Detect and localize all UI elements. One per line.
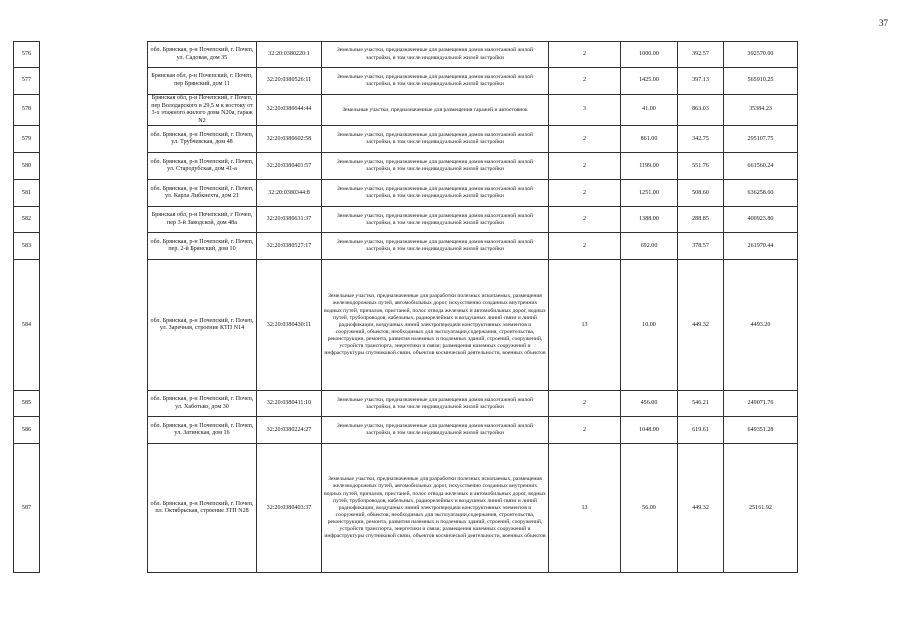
land-use-cell: Земельные участки, предназначенные для размещения гаражей и автостоянок [322,95,549,126]
table-row [14,260,798,391]
land-use-cell: Земельные участки, предназначенные для размещения домов малоэтажной жилой застройки, в том числе индивидуальной жилой застройки [322,233,549,260]
area-cell: 456.00 [621,391,678,417]
cadastral-value-cell: 400923.80 [724,207,798,233]
blank-column [40,391,148,417]
category-cell: 2 [549,207,621,233]
row-number: 583 [14,233,40,260]
area-cell: 1251.00 [621,180,678,207]
row-number: 587 [14,444,40,573]
address-cell: обл. Брянская, р-н Почепский, г. Почеп, ул. Заречная, строение КТП N14 [148,260,257,391]
row-number: 584 [14,260,40,391]
blank-column [40,233,148,260]
category-cell: 13 [549,444,621,573]
cadastral-number-cell: 32:20:0380411:10 [257,391,322,417]
cadastral-number-cell: 32:20:0380527:17 [257,233,322,260]
blank-column [40,444,148,573]
row-number: 576 [14,42,40,68]
category-cell: 3 [549,95,621,126]
cadastral-number-cell: 32:20:0380224:27 [257,417,322,444]
category-cell: 2 [549,180,621,207]
row-number: 585 [14,391,40,417]
cadastral-value-cell: 4493.20 [724,260,798,391]
rate-cell: 378.57 [678,233,724,260]
cadastral-number-cell: 32:20:0380401:57 [257,153,322,180]
cadastral-number-cell: 32:20:0380403:37 [257,444,322,573]
table-row [14,42,798,68]
rate-cell: 342.75 [678,126,724,153]
category-cell: 2 [549,233,621,260]
cadastral-value-cell: 35384.23 [724,95,798,126]
blank-column [40,153,148,180]
area-cell: 1000.00 [621,42,678,68]
row-number: 586 [14,417,40,444]
rate-cell: 551.76 [678,153,724,180]
area-cell: 1048.00 [621,417,678,444]
table-row [14,153,798,180]
blank-column [40,126,148,153]
land-use-cell: Земельные участки, предназначенные для размещения домов малоэтажной жилой застройки, в том числе индивидуальной жилой застройки [322,180,549,207]
table-row [14,444,798,573]
cadastral-number-cell: 32:20:0380644:44 [257,95,322,126]
address-cell: обл. Брянская, р-н Почепский, г. Почеп, ул. Карла Либкнехта, дом 21 [148,180,257,207]
row-number: 579 [14,126,40,153]
blank-column [40,207,148,233]
category-cell: 2 [549,68,621,95]
land-use-cell: Земельные участки, предназначенные для размещения домов малоэтажной жилой застройки, в том числе индивидуальной жилой застройки [322,207,549,233]
cadastral-value-cell: 25161.92 [724,444,798,573]
cadastral-number-cell: 32:20:0380526:11 [257,68,322,95]
blank-column [40,180,148,207]
address-cell: обл. Брянская, р-н Почепский, г. Почеп, ул. Садовая, дом 35 [148,42,257,68]
rate-cell: 863.03 [678,95,724,126]
row-number: 581 [14,180,40,207]
area-cell: 861.00 [621,126,678,153]
cadastral-value-cell: 636258.60 [724,180,798,207]
cadastral-value-cell: 295107.75 [724,126,798,153]
area-cell: 41.00 [621,95,678,126]
category-cell: 2 [549,153,621,180]
blank-column [40,68,148,95]
rate-cell: 449.32 [678,260,724,391]
row-number: 578 [14,95,40,126]
cadastral-value-cell: 565910.25 [724,68,798,95]
cadastral-value-cell: 249071.76 [724,391,798,417]
address-cell: Брянская обл, р-н Почепский, г Почеп, пер Володарского в 29,5 м к востоку от 3-х этажного жилого дома N20а, гараж N2 [148,95,257,126]
cadastral-value-cell: 661560.24 [724,153,798,180]
table-row [14,180,798,207]
cadastral-value-cell: 392570.00 [724,42,798,68]
address-cell: Брянская обл, р-н Почепский, г. Почеп, пер Брянский, дом 11 [148,68,257,95]
land-use-cell: Земельные участки, предназначенные для размещения домов малоэтажной жилой застройки, в том числе индивидуальной жилой застройки [322,42,549,68]
category-cell: 2 [549,391,621,417]
table-row [14,126,798,153]
category-cell: 2 [549,126,621,153]
rate-cell: 619.61 [678,417,724,444]
rate-cell: 397.13 [678,68,724,95]
address-cell: обл. Брянская, р-н Почепский, г. Почеп, ул. Стародубская, дом 41-а [148,153,257,180]
address-cell: Брянская обл, р-н Почепский, г Почеп, пер 3-й Заводской, дом 48а [148,207,257,233]
cadastral-number-cell: 32:20:0380602:58 [257,126,322,153]
row-number: 580 [14,153,40,180]
area-cell: 10.00 [621,260,678,391]
rate-cell: 392.57 [678,42,724,68]
cadastral-number-cell: 32:20:0380430:11 [257,260,322,391]
category-cell: 2 [549,42,621,68]
land-use-cell: Земельные участки, предназначенные для размещения домов малоэтажной жилой застройки, в том числе индивидуальной жилой застройки [322,153,549,180]
table-row [14,417,798,444]
blank-column [40,417,148,444]
rate-cell: 546.21 [678,391,724,417]
category-cell: 13 [549,260,621,391]
address-cell: обл. Брянская, р-н Почепский, г. Почеп, ул. Затинская, дом 16 [148,417,257,444]
table-row [14,207,798,233]
cadastral-value-table [13,41,798,573]
rate-cell: 508.60 [678,180,724,207]
cadastral-number-cell: 32:20:0380631:37 [257,207,322,233]
land-use-cell: Земельные участки, предназначенные для разработки полезных ископаемых, размещения железнодорожных путей, автомобильных дорог, искусственно созданных внутренних водных путей, причалов, пристаней, полос отвода железных и автомобильных дорог, водных путей, трубопроводов, кабельных, радиорелейных и воздушных линий связи и линий радиофикации, воздушных линий электропередачи конструктивных элементов и сооружений, объектов, необходимых для эксплуатации,содержания, строительства, реконструкции, ремонта, развития наземных и подземных зданий, строений, сооружений, устройств транспорта, энергетики и связи; размещения наземных сооружений и инфраструктуры спутниковой связи, объектов космической деятельности, военных объектов [322,444,549,573]
row-number: 577 [14,68,40,95]
land-use-cell: Земельные участки, предназначенные для размещения домов малоэтажной жилой застройки, в том числе индивидуальной жилой застройки [322,126,549,153]
cadastral-value-cell: 261970.44 [724,233,798,260]
table-row [14,233,798,260]
land-use-cell: Земельные участки, предназначенные для размещения домов малоэтажной жилой застройки, в том числе индивидуальной жилой застройки [322,391,549,417]
table-row [14,95,798,126]
area-cell: 1388.00 [621,207,678,233]
rate-cell: 449.32 [678,444,724,573]
page-number: 37 [879,18,888,28]
area-cell: 1199.00 [621,153,678,180]
table-row [14,68,798,95]
cadastral-number-cell: 32:20:0380344:8 [257,180,322,207]
blank-column [40,42,148,68]
area-cell: 56.00 [621,444,678,573]
land-use-cell: Земельные участки, предназначенные для размещения домов малоэтажной жилой застройки, в том числе индивидуальной жилой застройки [322,417,549,444]
land-use-cell: Земельные участки, предназначенные для разработки полезных ископаемых, размещения железнодорожных путей, автомобильных дорог, искусственно созданных внутренних водных путей, причалов, пристаней, полос отвода железных и автомобильных дорог, водных путей, трубопроводов, кабельных, радиорелейных и воздушных линий связи и линий радиофикации, воздушных линий электропередачи конструктивных элементов и сооружений, объектов, необходимых для эксплуатации,содержания, строительства, реконструкции, ремонта, развития наземных и подземных зданий, строений, сооружений, устройств транспорта, энергетики и связи; размещения наземных сооружений и инфраструктуры спутниковой связи, объектов космической деятельности, военных объектов [322,260,549,391]
land-use-cell: Земельные участки, предназначенные для размещения домов малоэтажной жилой застройки, в том числе индивидуальной жилой застройки [322,68,549,95]
area-cell: 1425.00 [621,68,678,95]
category-cell: 2 [549,417,621,444]
blank-column [40,95,148,126]
rate-cell: 288.85 [678,207,724,233]
table-row [14,391,798,417]
address-cell: обл. Брянская, р-н Почепский, г. Почеп, ул. Трубчевская, дом 48 [148,126,257,153]
address-cell: обл. Брянская, р-н Почепский, г. Почеп, пер. 2-й Брянский, дом 10 [148,233,257,260]
address-cell: обл. Брянская, р-н Почепский, г. Почеп, пл. Октябрьская, строение ЗТП N28 [148,444,257,573]
blank-column [40,260,148,391]
row-number: 582 [14,207,40,233]
cadastral-value-cell: 649351.28 [724,417,798,444]
area-cell: 692.00 [621,233,678,260]
address-cell: обл. Брянская, р-н Почепский, г. Почеп, ул. Хаботько, дом 30 [148,391,257,417]
cadastral-number-cell: 32:20:0380220:1 [257,42,322,68]
